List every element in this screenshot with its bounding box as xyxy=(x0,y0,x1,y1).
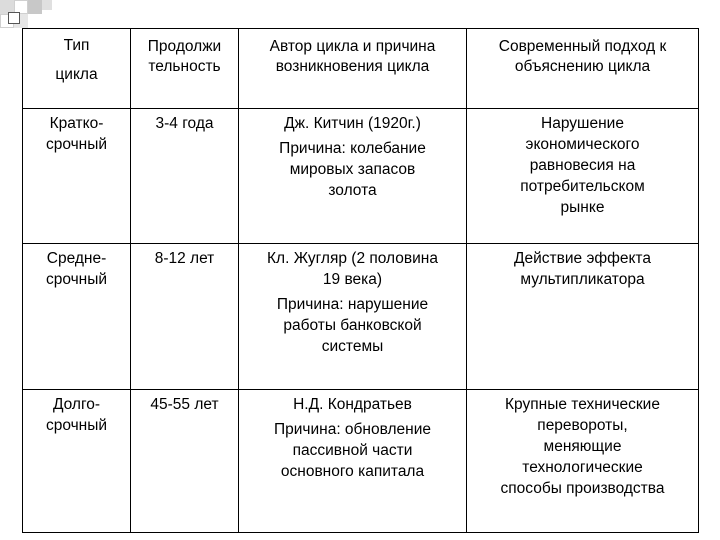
header-cycle-type: Тип цикла xyxy=(23,29,131,109)
cycle-author: Дж. Китчин (1920г.) xyxy=(284,115,421,132)
cycle-modern-explanation: Нарушение экономического равновесия на потребительском рынке xyxy=(467,109,699,244)
cycle-author: Н.Д. Кондратьев xyxy=(293,396,412,413)
cycle-author-cell xyxy=(239,109,467,244)
cycle-cause: Причина: колебание мировых запасов золота xyxy=(279,140,426,199)
cycle-author-cell xyxy=(239,390,467,533)
header-duration: Продолжи тельность xyxy=(131,29,239,109)
table-row xyxy=(23,244,699,390)
cycle-type: Долго- срочный xyxy=(23,390,131,533)
table-header-row xyxy=(23,29,699,109)
header-modern-approach: Современный подход к объяснению цикла xyxy=(467,29,699,109)
cycle-modern-explanation: Действие эффекта мультипликатора xyxy=(467,244,699,390)
cycle-type: Кратко- срочный xyxy=(23,109,131,244)
cycle-duration: 45-55 лет xyxy=(131,390,239,533)
cycle-duration: 3-4 года xyxy=(131,109,239,244)
economic-cycles-table xyxy=(22,28,699,533)
square-bullet-icon xyxy=(8,12,20,24)
cycle-author-cell xyxy=(239,244,467,390)
cycle-cause: Причина: нарушение работы банковской системы xyxy=(276,296,429,355)
table-row xyxy=(23,109,699,244)
cycle-duration: 8-12 лет xyxy=(131,244,239,390)
header-author-cause: Автор цикла и причина возникновения цикла xyxy=(239,29,467,109)
cycle-author: Кл. Жугляр (2 половина 19 века) xyxy=(267,250,438,288)
cycle-modern-explanation: Крупные технические перевороты, меняющие технологические способы производства xyxy=(467,390,699,533)
table-row xyxy=(23,390,699,533)
cycle-type: Средне- срочный xyxy=(23,244,131,390)
cycle-cause: Причина: обновление пассивной части основного капитала xyxy=(273,421,431,480)
